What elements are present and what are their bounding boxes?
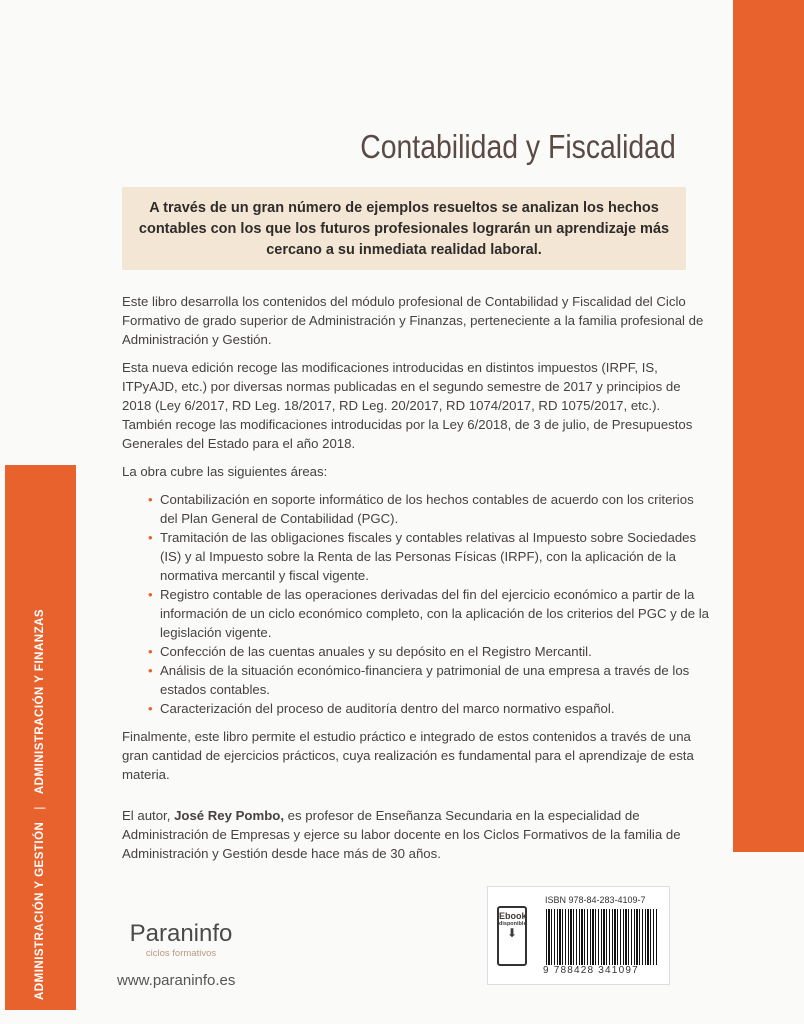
spine-separator: | [34,806,46,810]
ebook-tablet-icon [497,906,527,966]
book-title: Contabilidad y Fiscalidad [360,128,676,165]
download-arrow-icon: ⬇ [506,926,518,940]
publisher-tagline: ciclos formativos [145,948,217,959]
ebook-label: Ebook [499,911,527,921]
areas-list [122,490,712,718]
barcode-digits: 9 788428 341097 [543,965,639,976]
list-item: • Contabilización en soporte informático de los hechos contables de acuerdo con los criterios del Plan General de Contabilidad (PGC). [148,490,712,528]
paragraph: La obra cubre las siguientes áreas: [122,464,328,479]
publisher-logo [122,920,240,959]
paragraph: Esta nueva edición recoge las modificaciones introducidas en distintos impuestos (IRPF, IS, ITPyAJD, etc.) por diversas normas publicadas en el segundo semestre de 2017 y principios de 2018 (Ley 6/2017, RD Leg. 18/2017, RD Leg. 20/2017, RD 1074/2017, RD 1075/2017, etc.). También recoge las modificaciones introducidas por la Ley 6/2018, de 3 de julio, de Presupuestos Generales del Estado para el año 2018. [122,360,693,451]
lead-highlight: A través de un gran número de ejemplos resueltos se analizan los hechos contables con los que los futuros profesionales lograrán un aprendizaje más cercano a su inmediata realidad laboral. [122,187,686,270]
author-bio [122,806,712,863]
list-item: • Confección de las cuentas anuales y su depósito en el Registro Mercantil. [148,642,712,661]
spine-family: ADMINISTRACIÓN Y GESTIÓN [34,821,46,1000]
isbn-label: ISBN 978-84-283-4109-7 [545,895,646,905]
author-name: José Rey Pombo, [174,808,284,823]
ebook-available: disponible [499,921,527,927]
list-item: • Registro contable de las operaciones derivadas del fin del ejercicio económico a partir de la información de un ciclo económico completo, con la aplicación de los criterios del PGC y de la legislación vigente. [148,585,712,642]
description [122,292,712,872]
author-suffix: es profesor de Enseñanza Secundaria en la especialidad de Administración de Empresas y ejerce su labor docente en los Ciclos Formativos de la familia de Administración y Gestión desde hace más de 30 años. [122,808,681,861]
orange-side-band-right [733,0,804,852]
spine-cycle: ADMINISTRACIÓN Y FINANZAS [34,608,46,795]
list-item: • Análisis de la situación económico-financiera y patrimonial de una empresa a través de los estados contables. [148,661,712,699]
list-item: • Tramitación de las obligaciones fiscales y contables relativas al Impuesto sobre Sociedades (IS) y al Impuesto sobre la Renta de las Personas Físicas (IRPF), con la aplicación de la normativa mercantil y fiscal vigente. [148,528,712,585]
closing-paragraph: Finalmente, este libro permite el estudio práctico e integrado de estos contenidos a través de una gran cantidad de ejercicios prácticos, cuya realización es fundamental para el aprendizaje de esta materia. [122,729,694,782]
barcode [546,909,657,965]
paragraph: Este libro desarrolla los contenidos del módulo profesional de Contabilidad y Fiscalidad del Ciclo Formativo de grado superior de Administración y Finanzas, perteneciente a la familia profesional de Administración y Gestión. [122,294,704,347]
author-prefix: El autor, [122,808,175,823]
spine-text [34,609,46,1000]
isbn-box [487,886,670,985]
publisher-url: www.paraninfo.es [117,972,236,989]
publisher-name: Paraninfo [129,920,233,947]
list-item: • Caracterización del proceso de auditoría dentro del marco normativo español. [148,699,712,718]
